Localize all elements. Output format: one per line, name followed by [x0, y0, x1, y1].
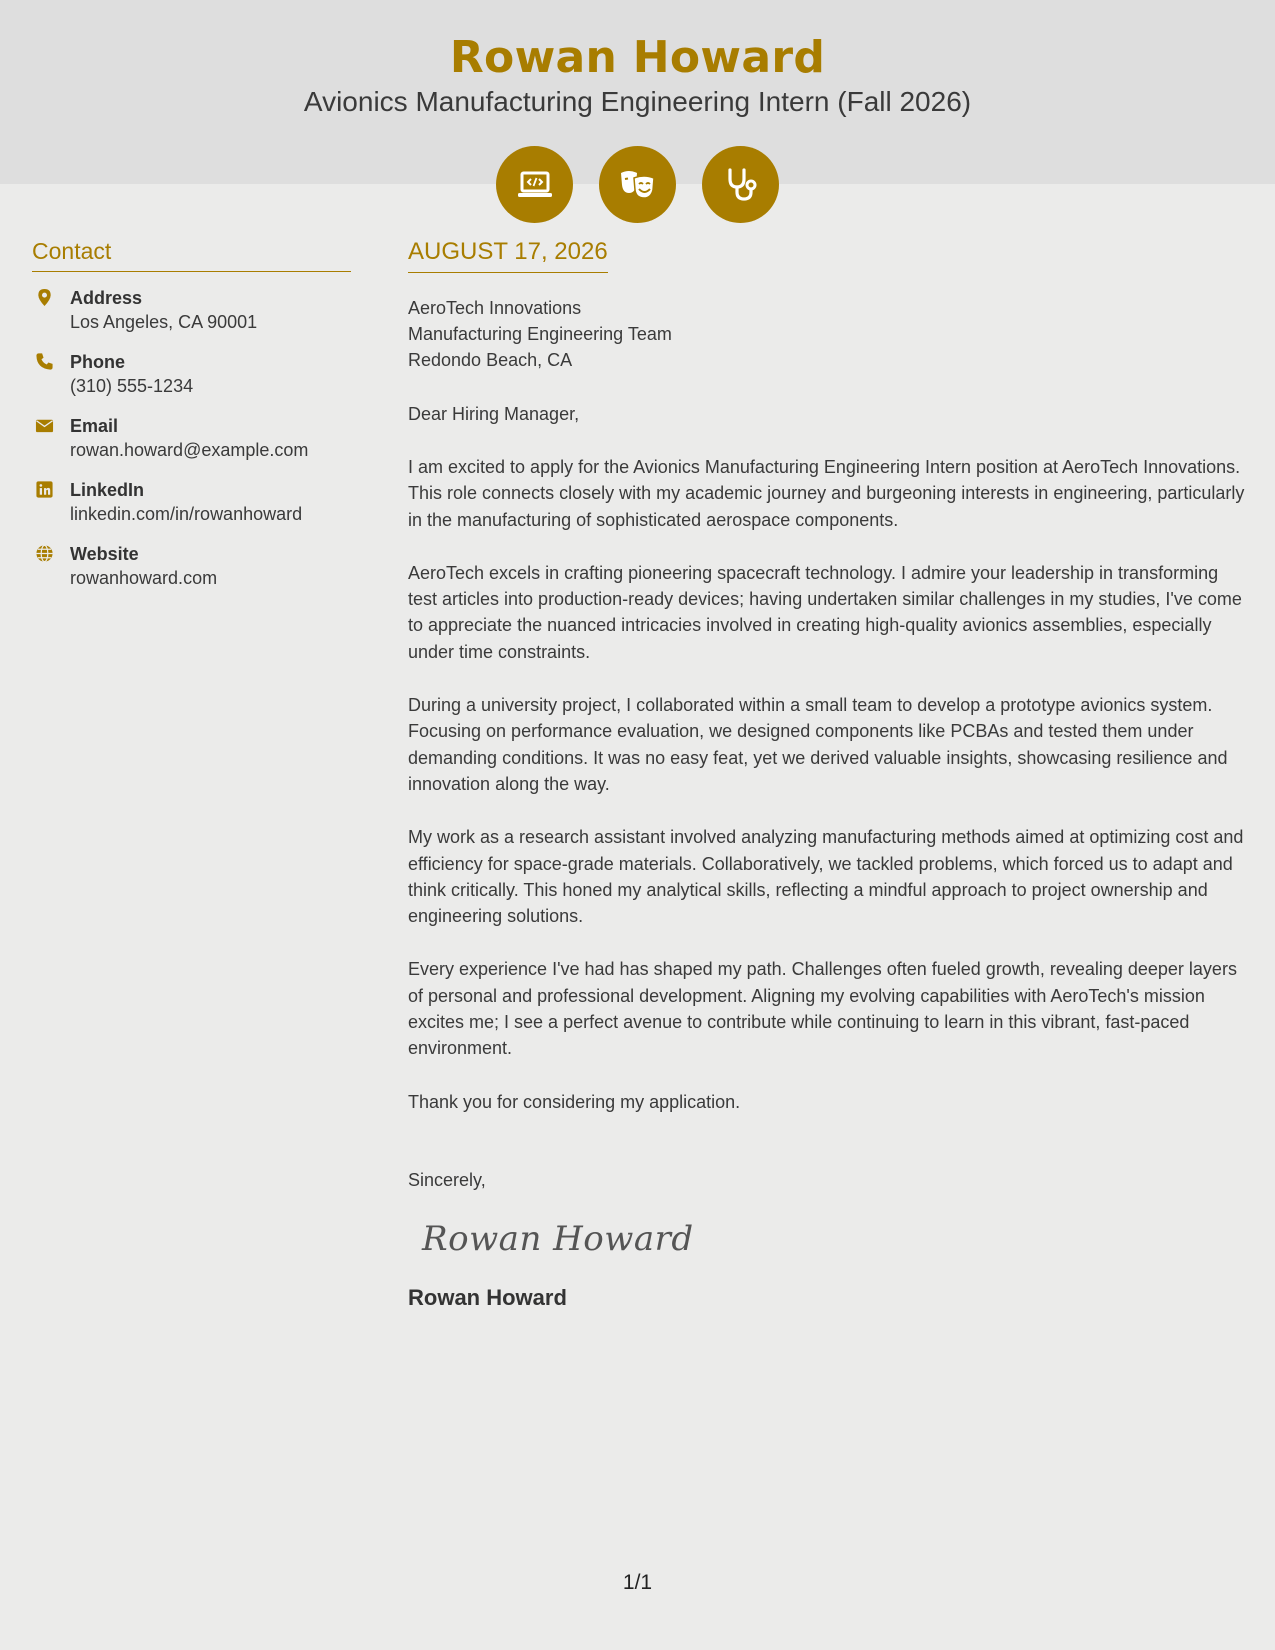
contact-email-value: rowan.howard@example.com — [70, 440, 309, 460]
map-pin-icon — [32, 286, 56, 307]
candidate-name: Rowan Howard — [449, 32, 826, 83]
stethoscope-icon — [702, 146, 779, 223]
phone-icon — [32, 350, 56, 371]
laptop-code-icon — [496, 146, 573, 223]
contact-address — [32, 286, 351, 334]
job-title: Avionics Manufacturing Engineering Intern (Fall 2026) — [303, 86, 972, 117]
signer-name: Rowan Howard — [408, 1284, 567, 1310]
contact-website — [32, 542, 351, 590]
closing: Sincerely, — [408, 1169, 486, 1190]
body-paragraph: I am excited to apply for the Avionics Manufacturing Engineering Intern position at AeroTech Innovations. This role connects closely with my academic journey and burgeoning interests in engineering, particularly in the manufacturing of sophisticated aerospace components. — [408, 457, 1245, 530]
salutation: Dear Hiring Manager, — [408, 404, 580, 424]
contact-email-label: Email — [70, 416, 119, 436]
linkedin-icon — [32, 478, 56, 499]
contact-email — [32, 414, 351, 462]
body-paragraph: My work as a research assistant involved analyzing manufacturing methods aimed at optimizing cost and efficiency for space-grade materials. Collaboratively, we tackled problems, which forced us to adapt and think critically. This honed my analytical skills, reflecting a mindful approach to project ownership and engineering solutions. — [408, 827, 1244, 927]
page-number: 1/1 — [622, 1571, 653, 1594]
body-paragraph: During a university project, I collaborated within a small team to develop a prototype avionics system. Focusing on performance evaluation, we designed components like PCBAs and tested them under demanding conditions. It was no easy feat, yet we derived valuable insights, showcasing resilience and innovation along the way. — [408, 695, 1228, 794]
envelope-icon — [32, 414, 56, 435]
letter-date-wrap — [408, 238, 608, 273]
contact-address-label: Address — [70, 288, 143, 308]
contact-sidebar — [32, 238, 351, 606]
recipient-block — [408, 295, 1248, 373]
contact-linkedin — [32, 478, 351, 526]
contact-phone — [32, 350, 351, 398]
body-paragraph: Every experience I've had has shaped my path. Challenges often fueled growth, revealing deeper layers of personal and professional development. Aligning my evolving capabilities with AeroTech's mission excites me; I see a perfect avenue to contribute while continuing to learn in this vibrant, fast-paced environment. — [408, 959, 1237, 1059]
recipient-location: Redondo Beach, CA — [408, 350, 573, 370]
contact-phone-label: Phone — [70, 352, 126, 372]
theater-masks-icon — [599, 146, 676, 223]
contact-linkedin-value: linkedin.com/in/rowanhoward — [70, 504, 303, 524]
globe-icon — [32, 542, 56, 563]
interest-icons — [0, 146, 1275, 223]
thank-you-line: Thank you for considering my application. — [408, 1091, 741, 1112]
contact-website-label: Website — [70, 544, 139, 564]
handwritten-signature: Rowan Howard — [422, 1218, 694, 1259]
contact-address-value: Los Angeles, CA 90001 — [70, 312, 258, 332]
recipient-team: Manufacturing Engineering Team — [408, 324, 672, 344]
contact-phone-value: (310) 555-1234 — [70, 376, 194, 396]
recipient-company: AeroTech Innovations — [408, 298, 582, 318]
body-paragraph: AeroTech excels in crafting pioneering spacecraft technology. I admire your leadership in transforming test articles into production-ready devices; having undertaken similar challenges in my studies, I've come to appreciate the nuanced intricacies involved in creating high-quality avionics assemblies, especially under time constraints. — [408, 562, 1242, 662]
contact-heading: Contact — [32, 238, 351, 272]
contact-website-value: rowanhoward.com — [70, 568, 218, 588]
contact-linkedin-label: LinkedIn — [70, 480, 145, 500]
letter-date: AUGUST 17, 2026 — [408, 238, 608, 273]
cover-letter — [408, 238, 1248, 1311]
